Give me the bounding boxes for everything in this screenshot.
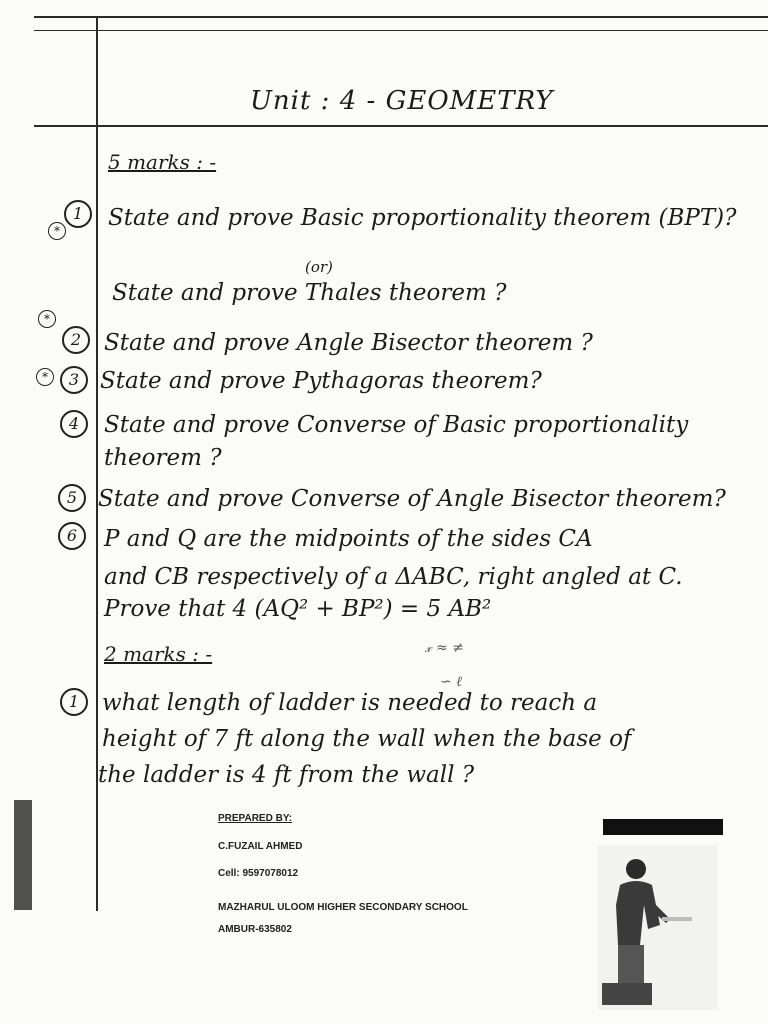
author-cell: Cell: 9597078012 bbox=[218, 868, 299, 879]
question-line: what length of ladder is needed to reach a bbox=[102, 690, 598, 716]
two-marks-heading: 2 marks : - bbox=[104, 642, 213, 666]
author-photo bbox=[598, 845, 718, 1010]
top-rule-2 bbox=[34, 30, 768, 31]
five-marks-heading: 5 marks : - bbox=[108, 150, 217, 174]
school-name: MAZHARUL ULOOM HIGHER SECONDARY SCHOOL bbox=[218, 902, 468, 913]
question-line: height of 7 ft along the wall when the base of bbox=[102, 726, 632, 752]
question-number: 4 bbox=[60, 410, 88, 438]
question-number: 5 bbox=[58, 484, 86, 512]
scribble: ∽ ℓ bbox=[440, 674, 463, 690]
question-line: State and prove Thales theorem ? bbox=[112, 280, 507, 306]
question-line: and CB respectively of a ΔABC, right angled at C. bbox=[104, 564, 683, 590]
question-line: State and prove Converse of Angle Bisector theorem? bbox=[98, 486, 726, 512]
question-line: theorem ? bbox=[104, 445, 222, 471]
question-number: 1 bbox=[60, 688, 88, 716]
redaction-bar bbox=[603, 819, 723, 835]
author-name: C.FUZAIL AHMED bbox=[218, 841, 303, 852]
question-number: 2 bbox=[62, 326, 90, 354]
title-rule bbox=[34, 125, 768, 127]
prepared-by-label: PREPARED BY: bbox=[218, 813, 293, 824]
question-line: State and prove Angle Bisector theorem ? bbox=[104, 330, 593, 356]
question-line: the ladder is 4 ft from the wall ? bbox=[98, 762, 475, 788]
question-number: 6 bbox=[58, 522, 86, 550]
scribble: 𝓍 ≈ ≠ bbox=[425, 640, 464, 656]
question-number: 1 bbox=[64, 200, 92, 228]
top-rule bbox=[34, 16, 768, 18]
star-icon: * bbox=[48, 222, 66, 240]
star-icon: * bbox=[36, 368, 54, 386]
question-line: State and prove Converse of Basic proportionality bbox=[104, 412, 689, 438]
or-text: (or) bbox=[305, 258, 333, 276]
scan-edge bbox=[14, 800, 32, 910]
question-line: Prove that 4 (AQ² + BP²) = 5 AB² bbox=[104, 596, 492, 622]
page-title: Unit : 4 - GEOMETRY bbox=[250, 86, 554, 116]
school-place: AMBUR-635802 bbox=[218, 924, 292, 935]
question-line: State and prove Basic proportionality theorem (BPT)? bbox=[108, 205, 737, 231]
star-icon: * bbox=[38, 310, 56, 328]
question-number: 3 bbox=[60, 366, 88, 394]
question-line: P and Q are the midpoints of the sides CA bbox=[104, 526, 593, 552]
question-line: State and prove Pythagoras theorem? bbox=[100, 368, 542, 394]
